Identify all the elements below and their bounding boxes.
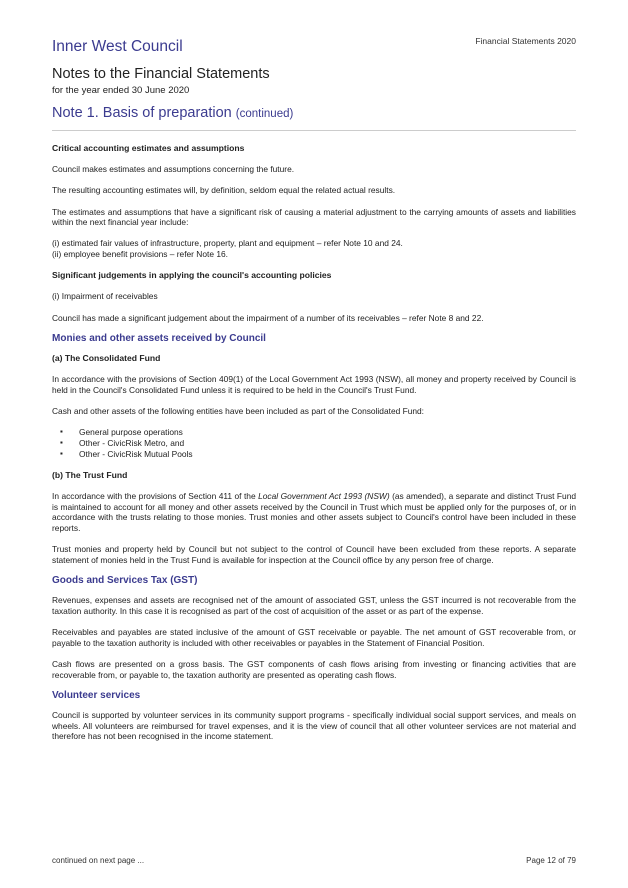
monies-p3-act: Local Government Act 1993 (NSW)	[258, 491, 390, 501]
note-heading	[52, 105, 293, 121]
note-continued: (continued)	[235, 108, 294, 120]
list-item: ▪ General purpose operations	[52, 427, 576, 438]
note-heading-text: Note 1. Basis of preparation	[52, 105, 232, 121]
note-body	[52, 143, 576, 753]
gst-p1: Revenues, expenses and assets are recognised net of the amount of associated GST, unless the GST incurred is not recoverable from the taxation authority. In this case it is recognised as part of the cost of acquisition of the asset or as part of the expense.	[52, 595, 576, 616]
critical-items	[52, 238, 576, 259]
monies-p4: Trust monies and property held by Council but not subject to the control of Council have been excluded from these reports. A separate statement of monies held in the Trust Fund is available for inspection at the Council office by any person free of charge.	[52, 543, 576, 565]
volunteer-p1: Council is supported by volunteer services in its community support programs - specifically individual social support services, and meals on wheels. All volunteers are reimbursed for travel expenses, and it is the view of council that all other volunteer services are not material and therefore has not been recognised in the income statement.	[52, 710, 576, 742]
critical-p3: The estimates and assumptions that have a significant risk of causing a material adjustment to the carrying amounts of assets and liabilities within the next financial year include:	[52, 206, 576, 228]
entities-list	[52, 427, 576, 459]
monies-p1: In accordance with the provisions of Section 409(1) of the Local Government Act 1993 (NSW), all money and property received by Council is held in the Council's Consolidated Fund unless it is required to be held in the Council's Trust Fund.	[52, 374, 576, 396]
page-number: Page 12 of 79	[526, 856, 576, 865]
monies-p2: Cash and other assets of the following entities have been included as part of the Consolidated Fund:	[52, 406, 424, 417]
trust-fund-heading: (b) The Trust Fund	[52, 469, 128, 480]
continued-note: continued on next page ...	[52, 856, 145, 865]
consolidated-fund-heading: (a) The Consolidated Fund	[52, 353, 161, 364]
doc-label: Financial Statements 2020	[475, 36, 576, 46]
council-name: Inner West Council	[52, 38, 183, 55]
monies-p3-pre: In accordance with the provisions of Section 411 of the	[52, 491, 259, 501]
critical-p1: Council makes estimates and assumptions concerning the future.	[52, 164, 295, 175]
critical-heading: Critical accounting estimates and assumptions	[52, 143, 245, 153]
judgements-p1: (i) Impairment of receivables	[52, 291, 158, 302]
volunteer-heading: Volunteer services	[52, 689, 141, 701]
gst-p2: Receivables and payables are stated inclusive of the amount of GST receivable or payable. The net amount of GST recoverable from, or payable to the taxation authority is included with other receivables or payables in the Statement of Financial Position.	[52, 627, 576, 648]
monies-p3-post: (as amended), a separate and distinct Trust Fund is maintained to account for all money and other assets received by the Council in Trust which must be applied only for the purposes of, or in accordance with the trusts relating to those monies. Trust monies and other assets subject to Council's control have been included in these reports.	[52, 491, 577, 533]
monies-p3	[52, 491, 576, 533]
heading-divider	[52, 130, 576, 131]
gst-heading: Goods and Services Tax (GST)	[52, 574, 198, 586]
judgements-heading: Significant judgements in applying the council's accounting policies	[52, 270, 332, 281]
list-item: ▪ Other - CivicRisk Metro, and	[52, 438, 576, 449]
page-title: Notes to the Financial Statements	[52, 66, 270, 82]
gst-p3: Cash flows are presented on a gross basis. The GST components of cash flows arising from investing or financing activities that are recoverable from, or payable to, the taxation authority are presented as operating cash flows.	[52, 658, 576, 680]
monies-heading: Monies and other assets received by Council	[52, 332, 266, 344]
period-subtitle: for the year ended 30 June 2020	[52, 85, 190, 96]
list-item: ▪ Other - CivicRisk Mutual Pools	[52, 449, 576, 460]
judgements-p2: Council has made a significant judgement about the impairment of a number of its receivables – refer Note 8 and 22.	[52, 312, 484, 323]
critical-item-1: (i) estimated fair values of infrastructure, property, plant and equipment – refer Note 10 and 24.	[52, 238, 403, 249]
critical-p2: The resulting accounting estimates will, by definition, seldom equal the related actual results.	[52, 185, 396, 196]
critical-item-2: (ii) employee benefit provisions – refer Note 16.	[52, 248, 228, 259]
